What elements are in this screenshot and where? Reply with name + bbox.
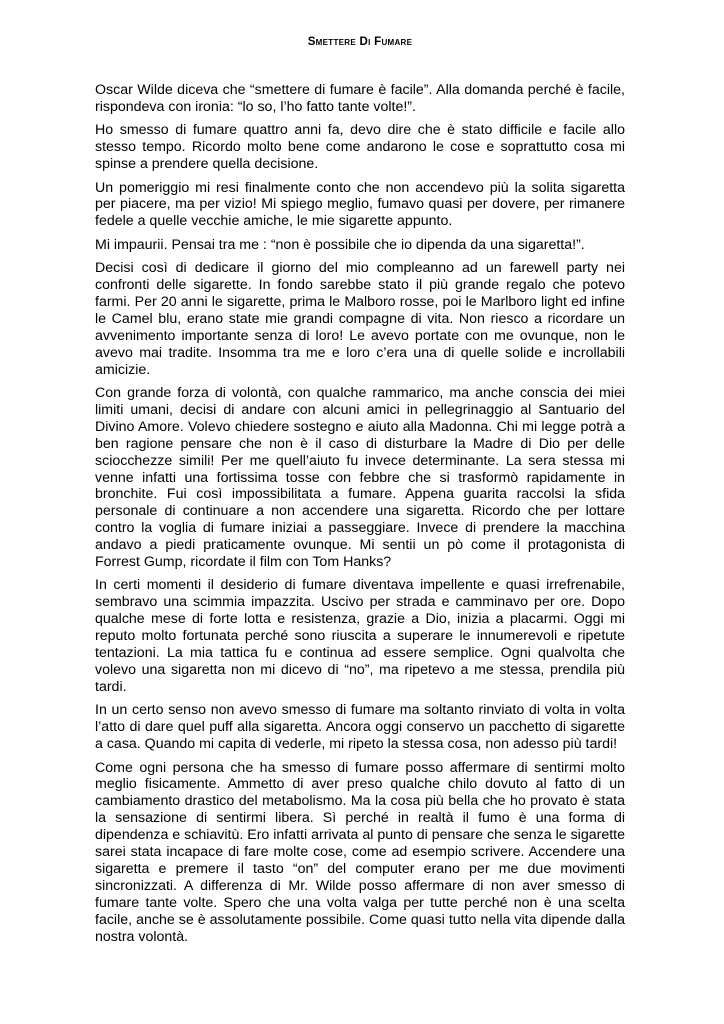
document-title: Smettere Di Fumare (307, 36, 413, 48)
paragraph-8: In un certo senso non avevo smesso di fumare ma soltanto rinviato di volta in volta l’atto di dare quel puff alla sigaretta. Ancora oggi conservo un pacchetto di sigarette a casa. Quando mi capita di vederle, mi ripeto la stessa cosa, non adesso più tardi! (95, 702, 625, 753)
paragraph-9: Come ogni persona che ha smesso di fumare posso affermare di sentirmi molto meglio fisicamente. Ammetto di aver preso qualche chilo dovuto al fatto di un cambiamento drastico del metabolismo. Ma la cosa più bella che ho provato è stata la sensazione di sentirmi libera. Sì perché in realtà il fumo è una forma di dipendenza e schiavitù. Ero infatti arrivata al punto di pensare che senza le sigarette sarei stata incapace di fare molte cose, come ad esempio scrivere. Accendere una sigaretta e premere il tasto “on” del computer erano per me due movimenti sincronizzati. A differenza di Mr. Wilde posso affermare di non aver smesso di fumare tante volte. Spero che una volta valga per tutte perché non è una scelta facile, anche se è assolutamente possibile. Come quasi tutto nella vita dipende dalla nostra volontà. (95, 759, 625, 945)
paragraph-3: Un pomeriggio mi resi finalmente conto che non accendevo più la solita sigaretta per piacere, ma per vizio! Mi spiego meglio, fumavo quasi per dovere, per rimanere fedele a quelle vecchie amiche, le mie sigarette appunto. (95, 179, 625, 230)
paragraph-7: In certi momenti il desiderio di fumare diventava impellente e quasi irrefrenabile, sembravo una scimmia impazzita. Uscivo per strada e camminavo per ore. Dopo qualche mese di forte lotta e resistenza, grazie a Dio, inizia a placarmi. Oggi mi reputo molto fortunata perché sono riuscita a superare le innumerevoli e ripetute tentazioni. La mia tattica fu e continua ad essere semplice. Ogni qualvolta che volevo una sigaretta non mi dicevo di “no”, ma ripetevo a me stessa, prendila più tardi. (95, 577, 625, 695)
paragraph-5: Decisi così di dedicare il giorno del mio compleanno ad un farewell party nei confronti delle sigarette. In fondo sarebbe stato il più grande regalo che potevo farmi. Per 20 anni le sigarette, prima le Malboro rosse, poi le Marlboro light ed infine le Camel blu, erano state mie grandi compagne di vita. Non riesco a ricordare un avvenimento importante senza di loro! Le avevo portate con me ovunque, non le avevo mai tradite. Insomma tra me e loro c’era una di quelle solide e incrollabili amicizie. (95, 260, 625, 378)
paragraph-1: Oscar Wilde diceva che “smettere di fumare è facile”. Alla domanda perché è facile, rispondeva con ironia: “lo so, l’ho fatto tante volte!”. (95, 82, 625, 115)
document-page (95, 36, 625, 952)
paragraph-4: Mi impaurii. Pensai tra me : “non è possibile che io dipenda da una sigaretta!”. (95, 236, 585, 253)
paragraph-2: Ho smesso di fumare quattro anni fa, devo dire che è stato difficile e facile allo stesso tempo. Ricordo molto bene come andarono le cose e soprattutto cosa mi spinse a prendere quella decisione. (95, 122, 625, 173)
paragraph-6: Con grande forza di volontà, con qualche rammarico, ma anche conscia dei miei limiti umani, decisi di andare con alcuni amici in pellegrinaggio al Santuario del Divino Amore. Volevo chiedere sostegno e aiuto alla Madonna. Chi mi legge potrà a ben ragione pensare che non è il caso di disturbare la Madre di Dio per delle sciocchezze simili! Per me quell’aiuto fu invece determinante. La sera stessa mi venne infatti una fortissima tosse con febbre che si trasformò rapidamente in bronchite. Fui così impossibilitata a fumare. Appena guarita raccolsi la sfida personale di continuare a non accendere una sigaretta. Ricordo che per lottare contro la voglia di fumare iniziai a passeggiare. Invece di prendere la macchina andavo a piedi praticamente ovunque. Mi sentii un pò come il protagonista di Forrest Gump, ricordate il film con Tom Hanks? (95, 385, 625, 571)
